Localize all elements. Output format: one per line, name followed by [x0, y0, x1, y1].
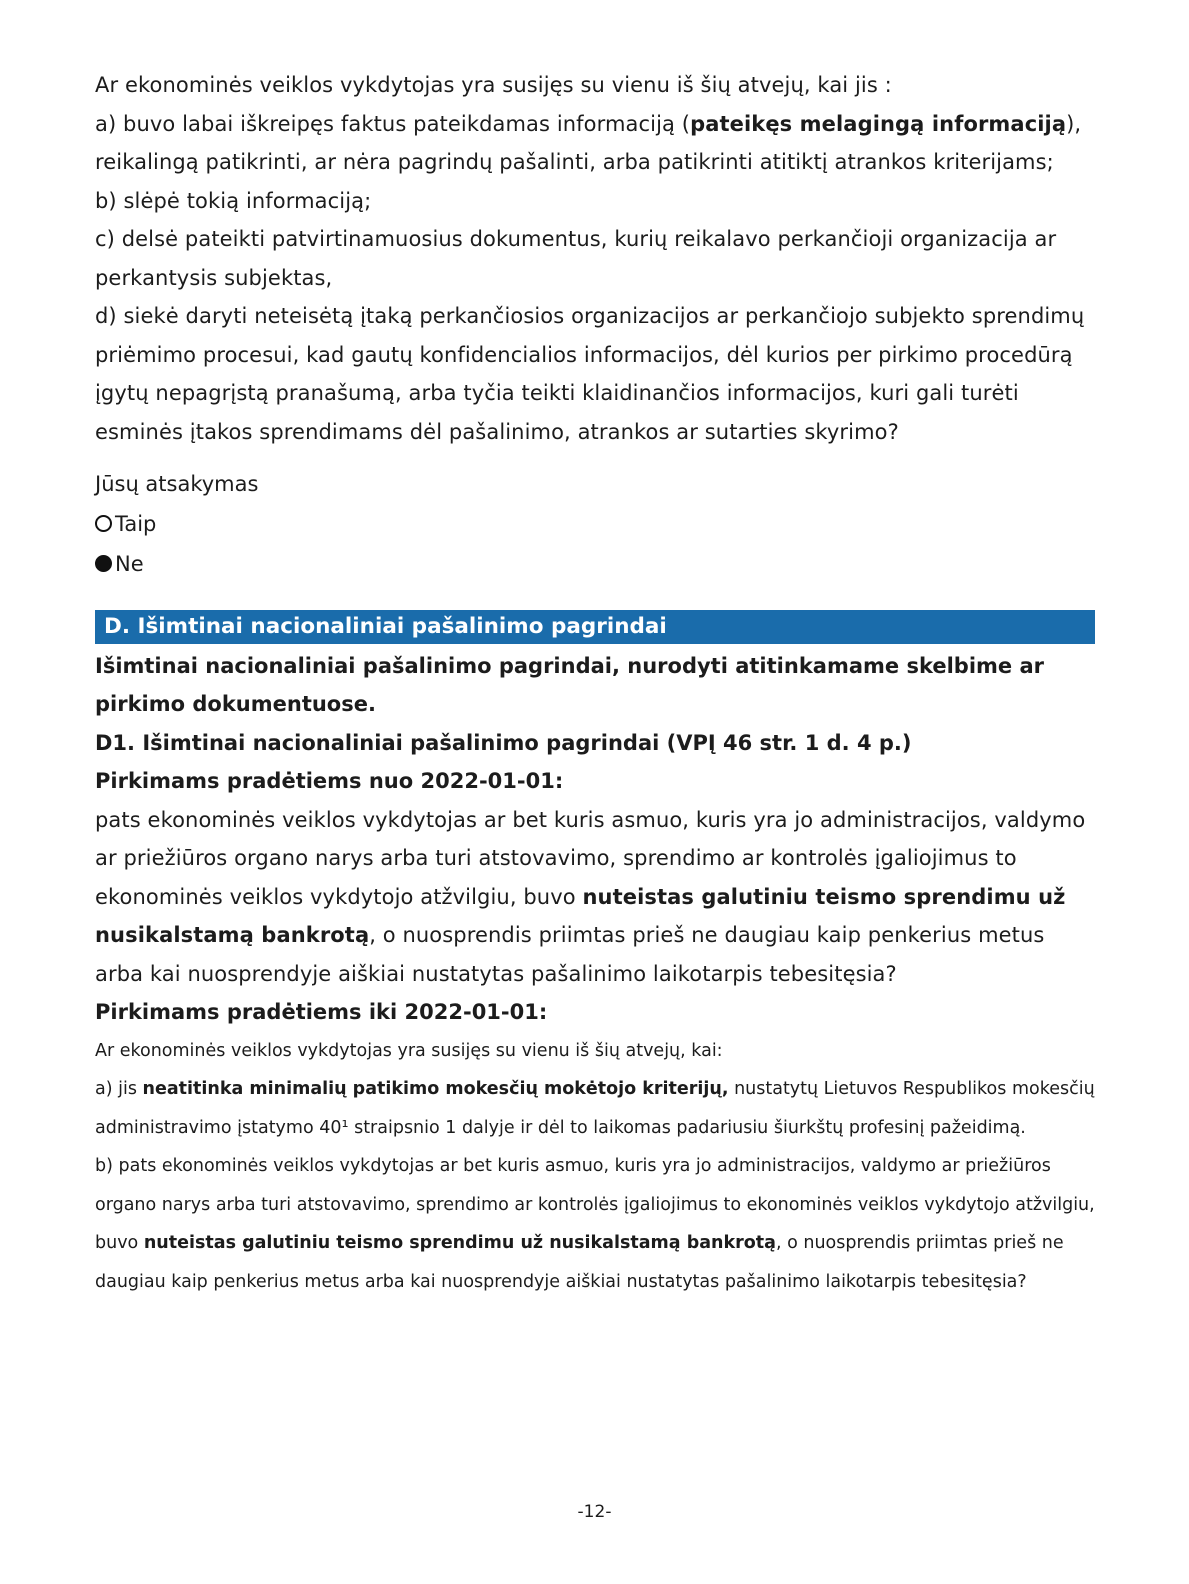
subheading-iki-2022: Pirkimams pradėtiems iki 2022-01-01:	[95, 1000, 548, 1024]
question-item-c: c) delsė pateikti patvirtinamuosius dokumentus, kurių reikalavo perkančioji organizacija ar perkantysis subjektas,	[95, 227, 1057, 290]
iki-item-a: a) jis neatitinka minimalių patikimo mokesčių mokėtojo kriterijų, nustatytų Lietuvos Respublikos mokesčių administravimo įstatymo 40¹ straipsnio 1 dalyje ir dėl to laikomas padariusiu šiurkštų profesinį pažeidimą.	[95, 1079, 1095, 1138]
question-item-d: d) siekė daryti neteisėtą įtaką perkančiosios organizacijos ar perkančiojo subjekto sprendimų priėmimo procesui, kad gautų konfidencialios informacijos, dėl kurios per pirkimo procedūrą įgytų nepagrįstą pranašumą, arba tyčia teikti klaidinančios informacijos, kuri gali turėti esminės įtakos sprendimams dėl pašalinimo, atrankos ar sutarties skyrimo?	[95, 304, 1085, 444]
subheading-nuo-2022: Pirkimams pradėtiems nuo 2022-01-01:	[95, 769, 564, 793]
question-intro: Ar ekonominės veiklos vykdytojas yra susijęs su vienu iš šių atvejų, kai jis :	[95, 73, 892, 97]
section-d-header-title: D. Išimtinai nacionaliniai pašalinimo pagrindai	[104, 614, 667, 639]
question-item-a: a) buvo labai iškreipęs faktus pateikdamas informaciją (pateikęs melagingą informaciją), reikalingą patikrinti, ar nėra pagrindų pašalinti, arba patikrinti atitiktį atrankos kriterijams;	[95, 111, 1082, 174]
section-d-header	[95, 610, 1095, 644]
radio-option-ne[interactable]	[95, 544, 1095, 584]
iki-intro: Ar ekonominės veiklos vykdytojas yra susijęs su vienu iš šių atvejų, kai:	[95, 1040, 723, 1061]
section-d-intro: Išimtinai nacionaliniai pašalinimo pagrindai, nurodyti atitinkamame skelbime ar pirkimo dokumentuose.	[95, 653, 1044, 716]
iki-item-b: b) pats ekonominės veiklos vykdytojas ar bet kuris asmuo, kuris yra jo administracijos, valdymo ar priežiūros organo narys arba turi atstovavimo, sprendimo ar kontrolės įgaliojimus to ekonominės veiklos vykdytojo atžvilgiu, buvo nuteistas galutiniu teismo sprendimu už nusikalstamą bankrotą, o nuosprendis priimtas prieš ne daugiau kaip penkerius metus arba kai nuosprendyje aiškiai nustatytas pašalinimo laikotarpis tebesitęsia?	[95, 1156, 1095, 1292]
radio-unselected-icon[interactable]	[95, 515, 112, 532]
paragraph-nuo-2022: pats ekonominės veiklos vykdytojas ar bet kuris asmuo, kuris yra jo administracijos, valdymo ar priežiūros organo narys arba turi atstovavimo, sprendimo ar kontrolės įgaliojimus to ekonominės veiklos vykdytojo atžvilgiu, buvo nuteistas galutiniu teismo sprendimu už nusikalstamą bankrotą, o nuosprendis priimtas prieš ne daugiau kaip penkerius metus arba kai nuosprendyje aiškiai nustatytas pašalinimo laikotarpis tebesitęsia?	[95, 807, 1086, 986]
page-number: -12-	[577, 1502, 612, 1522]
section-d1-title: D1. Išimtinai nacionaliniai pašalinimo pagrindai (VPĮ 46 str. 1 d. 4 p.)	[95, 730, 912, 755]
radio-selected-icon[interactable]	[95, 555, 112, 572]
radio-option-taip-label: Taip	[115, 511, 157, 536]
question-item-b: b) slėpė tokią informaciją;	[95, 188, 372, 213]
answer-label: Jūsų atsakymas	[95, 472, 259, 496]
radio-option-ne-label: Ne	[115, 551, 144, 576]
radio-option-taip[interactable]	[95, 504, 1095, 544]
